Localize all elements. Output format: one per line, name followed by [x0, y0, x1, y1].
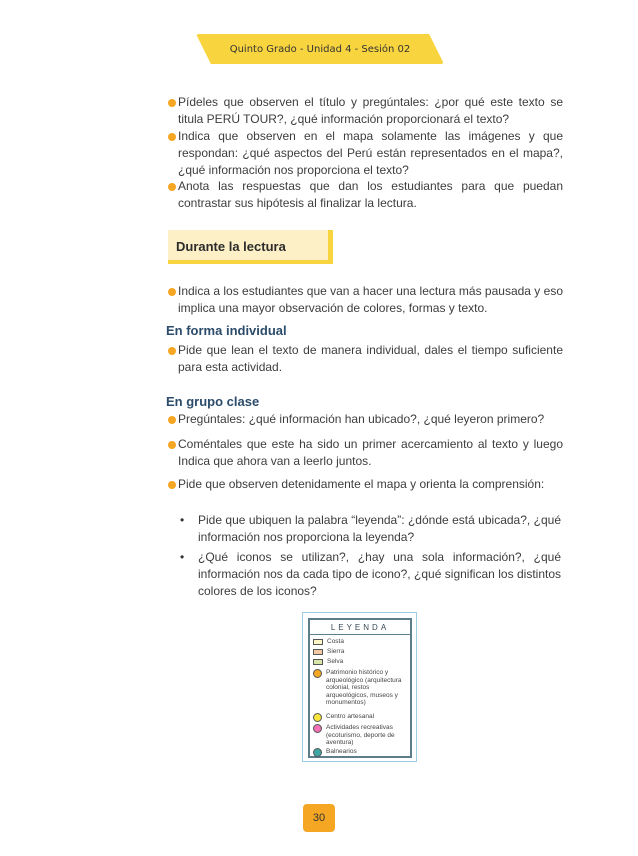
selva-swatch-icon	[313, 659, 323, 665]
legend-divider	[310, 634, 410, 635]
legend-label: Costa	[327, 638, 344, 645]
intro-bullet-1	[168, 94, 563, 128]
legend-label: Patrimonio histórico y arqueológico (arquitectura colonial, restos arqueológicos, museos y monumentos)	[326, 669, 402, 706]
bullet-dot-icon	[168, 183, 176, 191]
group-bullet-1	[168, 411, 563, 428]
bullet-text: ¿Qué iconos se utilizan?, ¿hay una sola información?, ¿qué información nos da cada tipo de icono?, ¿qué significan los distintos colores de los iconos?	[198, 550, 561, 598]
bullet-dot-icon	[168, 481, 176, 489]
bullet-dot-icon	[168, 347, 176, 355]
group-bullet-3	[168, 476, 563, 493]
sub-bullet-dot-icon: •	[180, 513, 185, 527]
legend-item-balnearios	[313, 748, 357, 757]
intro-bullet-3	[168, 178, 563, 212]
individual-bullet-1	[168, 342, 563, 376]
page-number: 30	[312, 812, 326, 824]
bullet-dot-icon	[168, 99, 176, 107]
map-legend	[302, 612, 417, 762]
bullet-text: Pide que lean el texto de manera individual, dales el tiempo suficiente para esta actividad.	[178, 343, 563, 374]
legend-item-costa	[313, 638, 344, 646]
legend-item-actividades	[313, 724, 405, 747]
sierra-swatch-icon	[313, 649, 323, 655]
group-bullet-2	[168, 436, 563, 470]
legend-item-patrimonio	[313, 669, 409, 707]
bullet-dot-icon	[168, 133, 176, 141]
costa-swatch-icon	[313, 639, 323, 645]
bullet-text: Pide que observen detenidamente el mapa y orienta la comprensión:	[178, 477, 545, 491]
artesanal-hexagon-icon	[313, 713, 322, 722]
bullet-dot-icon	[168, 416, 176, 424]
bullet-text: Pregúntales: ¿qué información han ubicado?, ¿qué leyeron primero?	[178, 412, 545, 426]
intro-bullet-2	[168, 128, 563, 179]
legend-label: Selva	[327, 658, 344, 665]
bullet-text: Indica a los estudiantes que van a hacer una lectura más pausada y eso implica una mayor observación de colores, formas y texto.	[178, 284, 563, 315]
section-box-durante	[168, 230, 333, 264]
header-title: Quinto Grado - Unidad 4 - Sesión 02	[229, 43, 411, 55]
bullet-text: Coméntales que este ha sido un primer acercamiento al texto y luego Indica que ahora van a leerlo juntos.	[178, 437, 563, 468]
bullet-text: Indica que observen en el mapa solamente las imágenes y que respondan: ¿qué aspectos del Perú están representados en el mapa?, ¿qué información nos proporciona el texto?	[178, 129, 563, 177]
bullet-text: Pide que ubiquen la palabra “leyenda”: ¿dónde está ubicada?, ¿qué información nos proporciona la leyenda?	[198, 513, 561, 544]
legend-item-selva	[313, 658, 343, 666]
bullet-text: Anota las respuestas que dan los estudiantes para que puedan contrastar sus hipótesis al finalizar la lectura.	[178, 179, 563, 210]
sub-bullet-dot-icon: •	[180, 550, 185, 564]
legend-item-sierra	[313, 648, 344, 656]
section-title: Durante la lectura	[176, 239, 286, 254]
legend-label: Sierra	[327, 648, 345, 655]
balnearios-hexagon-icon	[313, 748, 322, 757]
reading-bullet-1	[168, 283, 563, 317]
group-sub-bullet-2	[178, 549, 561, 600]
legend-label: Centro artesanal	[326, 713, 375, 720]
legend-label: Balnearios	[326, 748, 357, 755]
legend-label: Actividades recreativas (ecoturismo, deporte de aventura)	[326, 724, 395, 746]
bullet-dot-icon	[168, 288, 176, 296]
legend-title: LEYENDA	[330, 623, 390, 632]
individual-heading: En forma individual	[166, 323, 287, 338]
actividades-hexagon-icon	[313, 724, 322, 733]
patrimonio-hexagon-icon	[313, 669, 322, 678]
bullet-text: Pídeles que observen el título y pregúntales: ¿por qué este texto se titula PERÚ TOUR?, ¿qué información proporcionará el texto?	[178, 95, 563, 126]
legend-frame	[308, 618, 412, 758]
bullet-dot-icon	[168, 441, 176, 449]
group-heading: En grupo clase	[166, 394, 260, 409]
group-sub-bullet-1	[178, 512, 561, 546]
legend-item-centro-artesanal	[313, 713, 374, 722]
